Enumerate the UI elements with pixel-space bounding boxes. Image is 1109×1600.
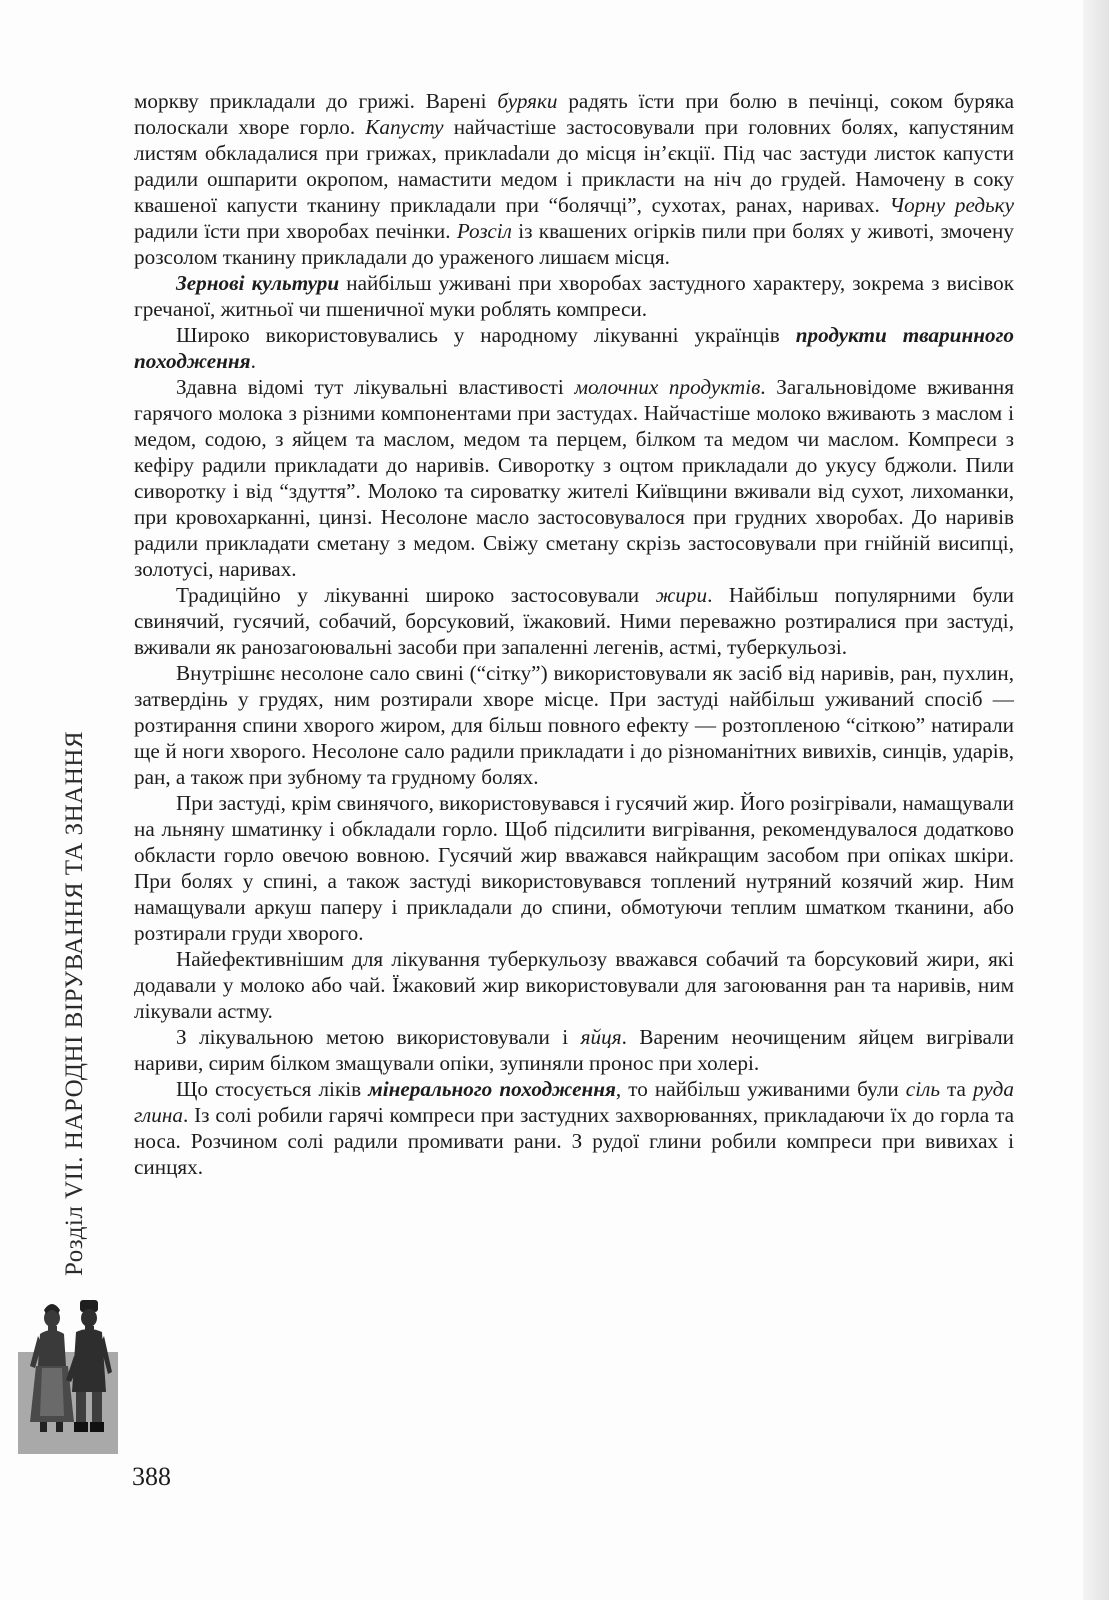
folk-couple-illustration [26,1296,114,1436]
paragraph [134,582,1014,660]
paragraph [134,660,1014,790]
paragraph [134,270,1014,322]
text-run: найбільш уживані при хворобах застудного характеру, зокрема з висівок гречаної, житньої чи пшеничної муки роблять компреси. [134,271,1014,321]
text-run: моркву прикладали до грижі. Варені [134,89,498,113]
text-run: найчастіше застосовували при головних болях, капустяним листям обкладалися при грижах, приклаdали до місця ін’єкції. Під час застуди листок капусти радили ошпарити окропом, намастити медом і прикласти на ніч до грудей. Намочену в соку квашеної капусти тканину прикладали при “болячці”, сухотах, ранах, наривах. [134,115,1014,217]
text-run: . Загальновідоме вживання гарячого молока з різними компонентами при застудах. Найчастіше молоко вживають з маслом і медом, содою, з яйцем та маслом, медом та перцем, білком та медом чи маслом. Компреси з кефіру радили прикладати до наривів. Сиворотку з оцтом прикладали до укусу бджоли. Пили сиворотку і від “здуття”. Молоко та сироватку жителі Київщини вживали від сухот, лихоманки, при кровохарканні, цинзі. Несолоне масло застосовувалося при грудних хворобах. До наривів радили прикладати сметану з медом. Свіжу сметану скрізь застосовували при гнійній висипці, золотусі, наривах. [134,375,1015,581]
paragraph [134,1076,1014,1180]
text-run: Що стосується ліків [176,1077,369,1101]
text-run: . [250,349,256,373]
paragraph [134,1024,1014,1076]
paragraph [134,790,1014,946]
text-run: Здавна відомі тут лікувальні властивості [176,375,575,399]
text-run: . Із солі робили гарячі компреси при застудних захворюваннях, прикладаючи їх до горла та носа. Розчином солі радили промивати рани. З рудої глини робили компреси при вивихах і синцях. [134,1103,1014,1179]
chapter-side-title: Розділ VII. НАРОДНІ ВІРУВАННЯ ТА ЗНАННЯ [61,730,88,1276]
text-run: При застуді, крім свинячого, використовувався і гусячий жир. Його розігрівали, намащували на льняну шматинку і обкладали горло. Щоб підсилити вигрівання, рекомендувалося додатково обкласти горло овечою вовною. Гусячий жир вважався найкращим засобом при опіках шкіри. При болях у спині, а також застуді використовувався топлений нутряний козячий жир. Ним намащували аркуш паперу і прикладали до спини, обмотуючи теплим шматком тканини, або розтирали груди хворого. [134,791,1014,945]
paragraph [134,374,1014,582]
emphasized-term: жири [655,583,708,607]
text-run: З лікувальною метою використовували і [176,1025,581,1049]
text-run: Широко використовувались у народному лікуванні українців [176,323,796,347]
text-run: Традиційно у лікуванні широко застосовували [176,583,656,607]
emphasized-term: Розсіл [456,219,512,243]
body-text [134,88,1014,1180]
emphasized-term: Капусту [365,115,444,139]
paragraph [134,88,1014,270]
text-run: та [939,1077,974,1101]
text-run: . Вареним неочищеним яйцем вигрівали нариви, сирим білком змащували опіки, зупиняли пронос при холері. [134,1025,1014,1075]
emphasized-term: Чорну редьку [889,193,1014,217]
page-edge-shadow [1083,0,1109,1600]
emphasized-term: продукти тваринного походження [134,323,1015,373]
text-run: Найефективнішим для лікування туберкульозу вважався собачий та борсуковий жири, які додавали у молоко або чай. Їжаковий жир використовували для загоювання ран та наривів, ним лікували астму. [134,947,1014,1023]
emphasized-term: руда глина [134,1077,1014,1127]
page-number: 388 [132,1462,171,1491]
emphasized-term: буряки [497,89,558,113]
emphasized-term: Зернові культури [176,271,340,295]
emphasized-term: сіль [905,1077,940,1101]
text-run: радять їсти при болю в печінці, соком буряка полоскали хворе горло. [134,89,1014,139]
text-run: , то найбільш уживаними були [615,1077,906,1101]
paragraph [134,946,1014,1024]
paragraph [134,322,1014,374]
text-run: із квашених огірків пили при болях у животі, змочену розсолом тканину прикладали до ураженого лишаєм місця. [134,219,1014,269]
text-run: . Найбільш популярними були свинячий, гусячий, собачий, борсуковий, їжаковий. Ними переважно розтиралися при застуді, вживали як ранозагоювальні засоби при запаленні легенів, астмі, туберкульозі. [134,583,1015,659]
emphasized-term: молочних продуктів [574,375,761,399]
text-run: радили їсти при хворобах печінки. [134,219,457,243]
emphasized-term: мінерального походження [368,1077,616,1101]
emphasized-term: яйця [580,1025,622,1049]
text-run: Внутрішнє несолоне сало свині (“сітку”) використовували як засіб від наривів, ран, пухлин, затвердінь у грудях, ним розтирали хворе місце. При застуді найбільш уживаний спосіб — розтирання спини хворого жиром, для більш повного ефекту — розтопленою “сіткою” натирали ще й ноги хворого. Несолоне сало радили прикладати і до різноманітних вивихів, синців, ударів, ран, а також при зубному та грудному болях. [134,661,1014,789]
